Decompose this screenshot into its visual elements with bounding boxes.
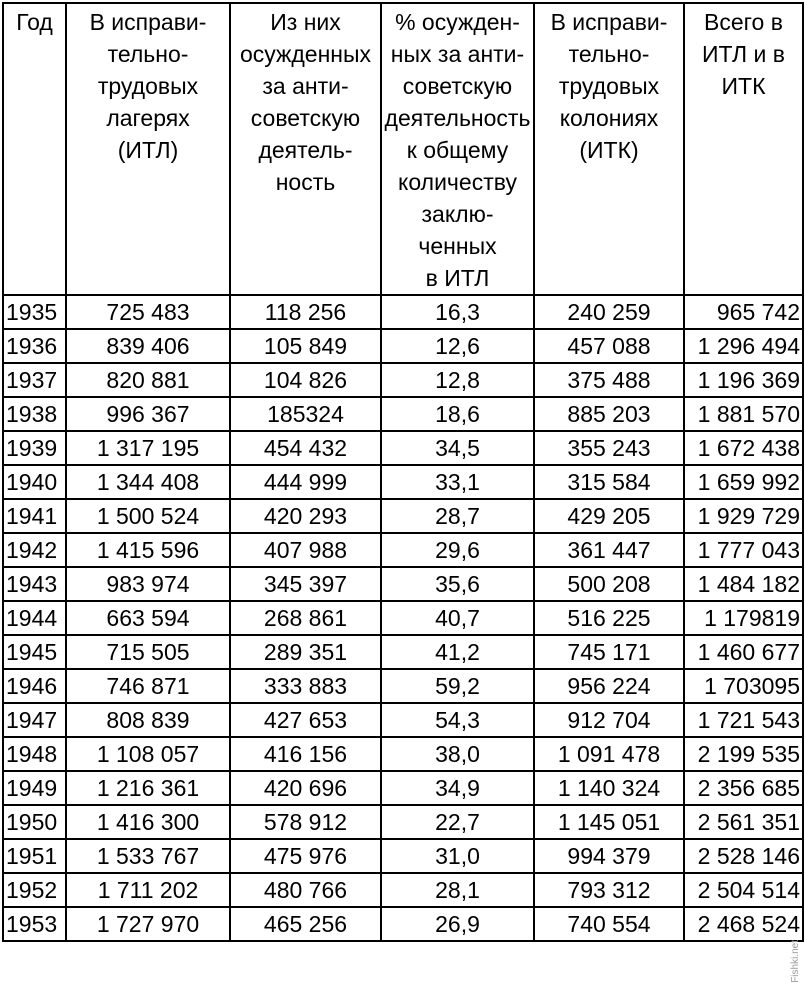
cell-itl: 820 881 (66, 363, 230, 397)
cell-total: 1 703095 (684, 669, 803, 703)
cell-itl: 808 839 (66, 703, 230, 737)
cell-total: 1 179819 (684, 601, 803, 635)
cell-anti-soviet: 345 397 (230, 567, 381, 601)
cell-total: 2 199 535 (684, 737, 803, 771)
cell-percent: 29,6 (381, 533, 534, 567)
table-row (3, 839, 803, 873)
cell-year: 1944 (3, 601, 66, 635)
cell-itl: 1 711 202 (66, 873, 230, 907)
cell-total: 2 528 146 (684, 839, 803, 873)
cell-year: 1950 (3, 805, 66, 839)
cell-year: 1949 (3, 771, 66, 805)
cell-year: 1946 (3, 669, 66, 703)
cell-year: 1943 (3, 567, 66, 601)
cell-itk: 745 171 (534, 635, 684, 669)
cell-percent: 22,7 (381, 805, 534, 839)
cell-percent: 59,2 (381, 669, 534, 703)
cell-itk: 240 259 (534, 295, 684, 329)
cell-year: 1935 (3, 295, 66, 329)
cell-percent: 28,1 (381, 873, 534, 907)
watermark: Fishki.net (790, 940, 801, 983)
cell-itl: 725 483 (66, 295, 230, 329)
cell-itl: 1 344 408 (66, 465, 230, 499)
cell-year: 1936 (3, 329, 66, 363)
cell-itk: 375 488 (534, 363, 684, 397)
cell-total: 1 196 369 (684, 363, 803, 397)
cell-percent: 12,8 (381, 363, 534, 397)
cell-year: 1951 (3, 839, 66, 873)
cell-year: 1941 (3, 499, 66, 533)
cell-itl: 746 871 (66, 669, 230, 703)
cell-anti-soviet: 475 976 (230, 839, 381, 873)
cell-year: 1942 (3, 533, 66, 567)
cell-year: 1952 (3, 873, 66, 907)
cell-total: 1 929 729 (684, 499, 803, 533)
cell-anti-soviet: 105 849 (230, 329, 381, 363)
cell-anti-soviet: 118 256 (230, 295, 381, 329)
cell-year: 1947 (3, 703, 66, 737)
cell-itl: 1 317 195 (66, 431, 230, 465)
cell-itk: 361 447 (534, 533, 684, 567)
cell-itk: 793 312 (534, 873, 684, 907)
table-row (3, 465, 803, 499)
cell-itk: 912 704 (534, 703, 684, 737)
cell-year: 1945 (3, 635, 66, 669)
cell-itl: 839 406 (66, 329, 230, 363)
header-year: Год (3, 3, 66, 295)
cell-percent: 54,3 (381, 703, 534, 737)
cell-itl: 715 505 (66, 635, 230, 669)
cell-total: 1 672 438 (684, 431, 803, 465)
cell-total: 1 659 992 (684, 465, 803, 499)
cell-itl: 1 216 361 (66, 771, 230, 805)
cell-anti-soviet: 444 999 (230, 465, 381, 499)
cell-percent: 16,3 (381, 295, 534, 329)
header-row (3, 3, 803, 295)
cell-itl: 1 108 057 (66, 737, 230, 771)
table-row (3, 737, 803, 771)
cell-percent: 35,6 (381, 567, 534, 601)
header-anti-soviet: Из них осужденных за анти- советскую деятель- ность (230, 3, 381, 295)
header-total: Всего в ИТЛ и в ИТК (684, 3, 803, 295)
cell-anti-soviet: 333 883 (230, 669, 381, 703)
cell-itk: 885 203 (534, 397, 684, 431)
cell-anti-soviet: 427 653 (230, 703, 381, 737)
cell-itk: 1 145 051 (534, 805, 684, 839)
table-row (3, 499, 803, 533)
cell-percent: 26,9 (381, 907, 534, 941)
cell-total: 2 504 514 (684, 873, 803, 907)
cell-anti-soviet: 289 351 (230, 635, 381, 669)
cell-total: 1 777 043 (684, 533, 803, 567)
cell-itk: 956 224 (534, 669, 684, 703)
cell-itl: 1 533 767 (66, 839, 230, 873)
table-row (3, 533, 803, 567)
table-row (3, 703, 803, 737)
cell-anti-soviet: 465 256 (230, 907, 381, 941)
cell-year: 1940 (3, 465, 66, 499)
cell-itl: 1 727 970 (66, 907, 230, 941)
cell-percent: 12,6 (381, 329, 534, 363)
cell-itk: 1 140 324 (534, 771, 684, 805)
cell-anti-soviet: 454 432 (230, 431, 381, 465)
cell-anti-soviet: 416 156 (230, 737, 381, 771)
table-row (3, 771, 803, 805)
table-row (3, 805, 803, 839)
header-percent: % осужден- ных за анти- советскую деятельность к общему количеству заклю- ченных в ИТЛ (381, 3, 534, 295)
cell-itk: 1 091 478 (534, 737, 684, 771)
table-row (3, 635, 803, 669)
cell-anti-soviet: 104 826 (230, 363, 381, 397)
cell-total: 1 484 182 (684, 567, 803, 601)
cell-itk: 429 205 (534, 499, 684, 533)
cell-percent: 18,6 (381, 397, 534, 431)
cell-total: 1 460 677 (684, 635, 803, 669)
cell-anti-soviet: 480 766 (230, 873, 381, 907)
table-row (3, 601, 803, 635)
cell-itl: 663 594 (66, 601, 230, 635)
cell-year: 1937 (3, 363, 66, 397)
cell-itl: 1 416 300 (66, 805, 230, 839)
cell-itl: 996 367 (66, 397, 230, 431)
cell-year: 1948 (3, 737, 66, 771)
cell-itk: 994 379 (534, 839, 684, 873)
table-row (3, 873, 803, 907)
table-row (3, 329, 803, 363)
cell-anti-soviet: 578 912 (230, 805, 381, 839)
cell-total: 1 881 570 (684, 397, 803, 431)
cell-percent: 34,9 (381, 771, 534, 805)
cell-total: 2 561 351 (684, 805, 803, 839)
cell-itl: 1 415 596 (66, 533, 230, 567)
cell-year: 1938 (3, 397, 66, 431)
cell-percent: 33,1 (381, 465, 534, 499)
table-row (3, 669, 803, 703)
cell-total: 1 721 543 (684, 703, 803, 737)
cell-anti-soviet: 420 696 (230, 771, 381, 805)
table-row (3, 363, 803, 397)
table-row (3, 397, 803, 431)
header-itl: В исправи- тельно- трудовых лагерях (ИТЛ) (66, 3, 230, 295)
cell-anti-soviet: 268 861 (230, 601, 381, 635)
prisoners-statistics-table (2, 2, 804, 942)
cell-itk: 315 584 (534, 465, 684, 499)
cell-percent: 40,7 (381, 601, 534, 635)
cell-percent: 28,7 (381, 499, 534, 533)
cell-percent: 38,0 (381, 737, 534, 771)
cell-itk: 740 554 (534, 907, 684, 941)
table-row (3, 567, 803, 601)
cell-total: 2 356 685 (684, 771, 803, 805)
cell-itk: 355 243 (534, 431, 684, 465)
cell-percent: 31,0 (381, 839, 534, 873)
cell-total: 965 742 (684, 295, 803, 329)
cell-itk: 457 088 (534, 329, 684, 363)
table-row (3, 431, 803, 465)
cell-percent: 34,5 (381, 431, 534, 465)
cell-total: 1 296 494 (684, 329, 803, 363)
cell-year: 1939 (3, 431, 66, 465)
cell-anti-soviet: 420 293 (230, 499, 381, 533)
cell-total: 2 468 524 (684, 907, 803, 941)
cell-itl: 1 500 524 (66, 499, 230, 533)
table-row (3, 907, 803, 941)
table-row (3, 295, 803, 329)
cell-itk: 500 208 (534, 567, 684, 601)
header-itk: В исправи- тельно- трудовых колониях (ИТК) (534, 3, 684, 295)
cell-percent: 41,2 (381, 635, 534, 669)
cell-anti-soviet: 407 988 (230, 533, 381, 567)
cell-itl: 983 974 (66, 567, 230, 601)
table-body (3, 295, 803, 941)
cell-year: 1953 (3, 907, 66, 941)
cell-itk: 516 225 (534, 601, 684, 635)
cell-anti-soviet: 185324 (230, 397, 381, 431)
